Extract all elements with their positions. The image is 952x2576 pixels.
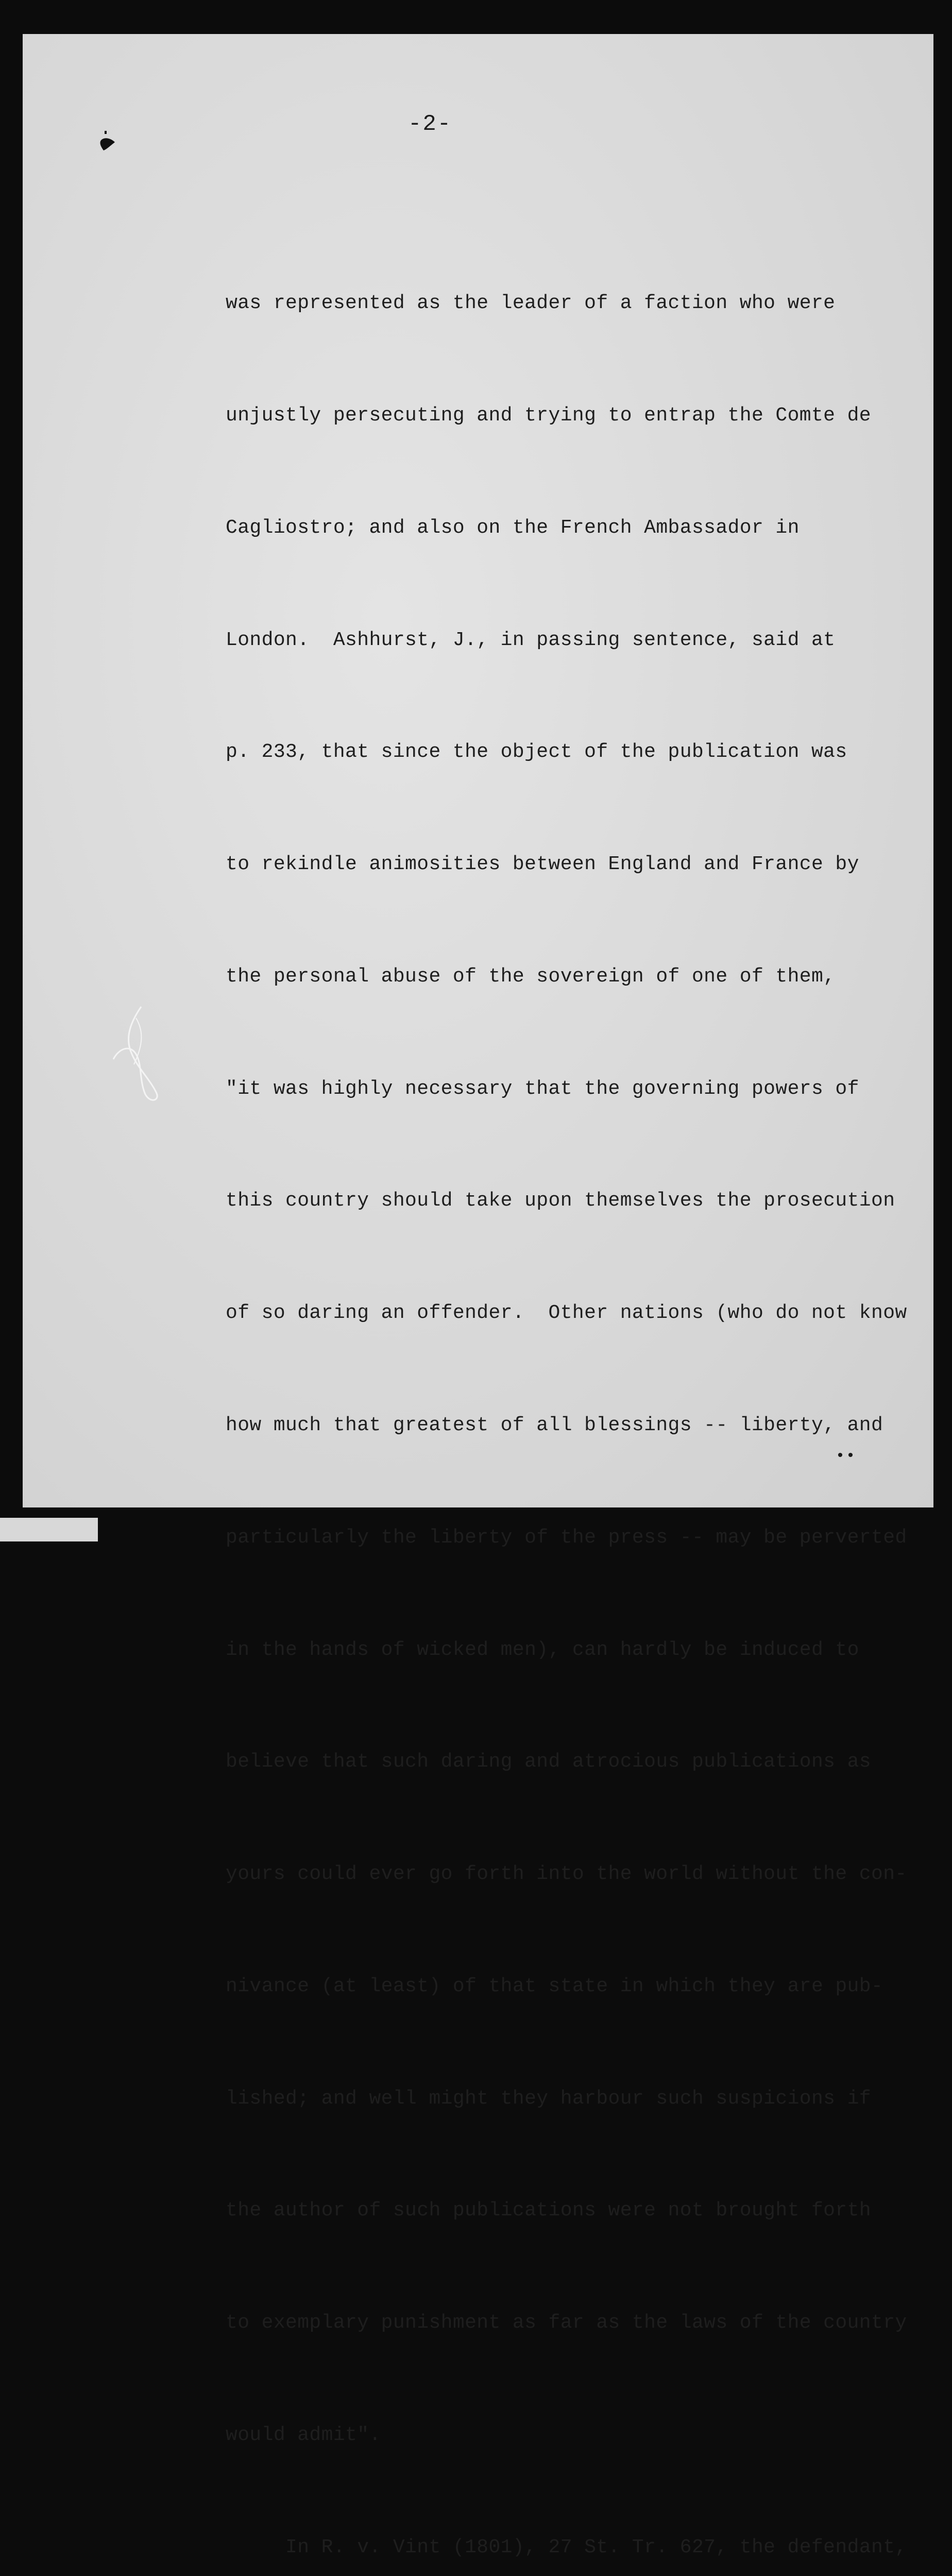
text-line: London. Ashhurst, J., in passing sentence, said at <box>226 629 836 651</box>
ink-blot-mark <box>97 130 118 154</box>
text-line: to exemplary punishment as far as the laws of the country <box>226 2312 907 2334</box>
text-line: nivance (at least) of that state in which they are pub- <box>226 1975 883 1997</box>
handwritten-scribble-mark <box>109 1003 166 1106</box>
text-line: Cagliostro; and also on the French Ambassador in <box>226 516 800 539</box>
text-line: particularly the liberty of the press -- may be perverted <box>226 1526 907 1549</box>
trailing-mark: •• <box>836 1448 857 1465</box>
text-line: unjustly persecuting and trying to entrap the Comte de <box>226 404 871 427</box>
text-line: the personal abuse of the sovereign of one of them, <box>226 965 836 988</box>
text-line: how much that greatest of all blessings -- liberty, and <box>226 1414 883 1436</box>
page-number: -2- <box>408 111 452 137</box>
text-line: the author of such publications were not brought forth <box>226 2199 871 2222</box>
text-line: was represented as the leader of a faction who were <box>226 292 836 315</box>
document-page <box>23 34 933 2558</box>
text-line: "it was highly necessary that the governing powers of <box>226 1077 859 1100</box>
text-line: to rekindle animosities between England and France by <box>226 853 859 876</box>
text-line: believe that such daring and atrocious publications as <box>226 1751 871 1773</box>
text-line: in the hands of wicked men), can hardly be induced to <box>226 1638 859 1661</box>
text-line: In R. v. Vint (1801), 27 St. Tr. 627, the defendant, <box>226 2536 907 2558</box>
text-line: this country should take upon themselves the prosecution <box>226 1190 895 1212</box>
scan-edge-strip <box>0 1518 98 1541</box>
body-text <box>226 210 937 2576</box>
text-line: yours could ever go forth into the world without the con- <box>226 1863 907 1886</box>
text-line: lished; and well might they harbour such suspicions if <box>226 2087 871 2110</box>
text-line: would admit". <box>226 2424 381 2447</box>
text-line: of so daring an offender. Other nations (who do not know <box>226 1302 907 1325</box>
text-line: p. 233, that since the object of the publication was <box>226 741 847 764</box>
